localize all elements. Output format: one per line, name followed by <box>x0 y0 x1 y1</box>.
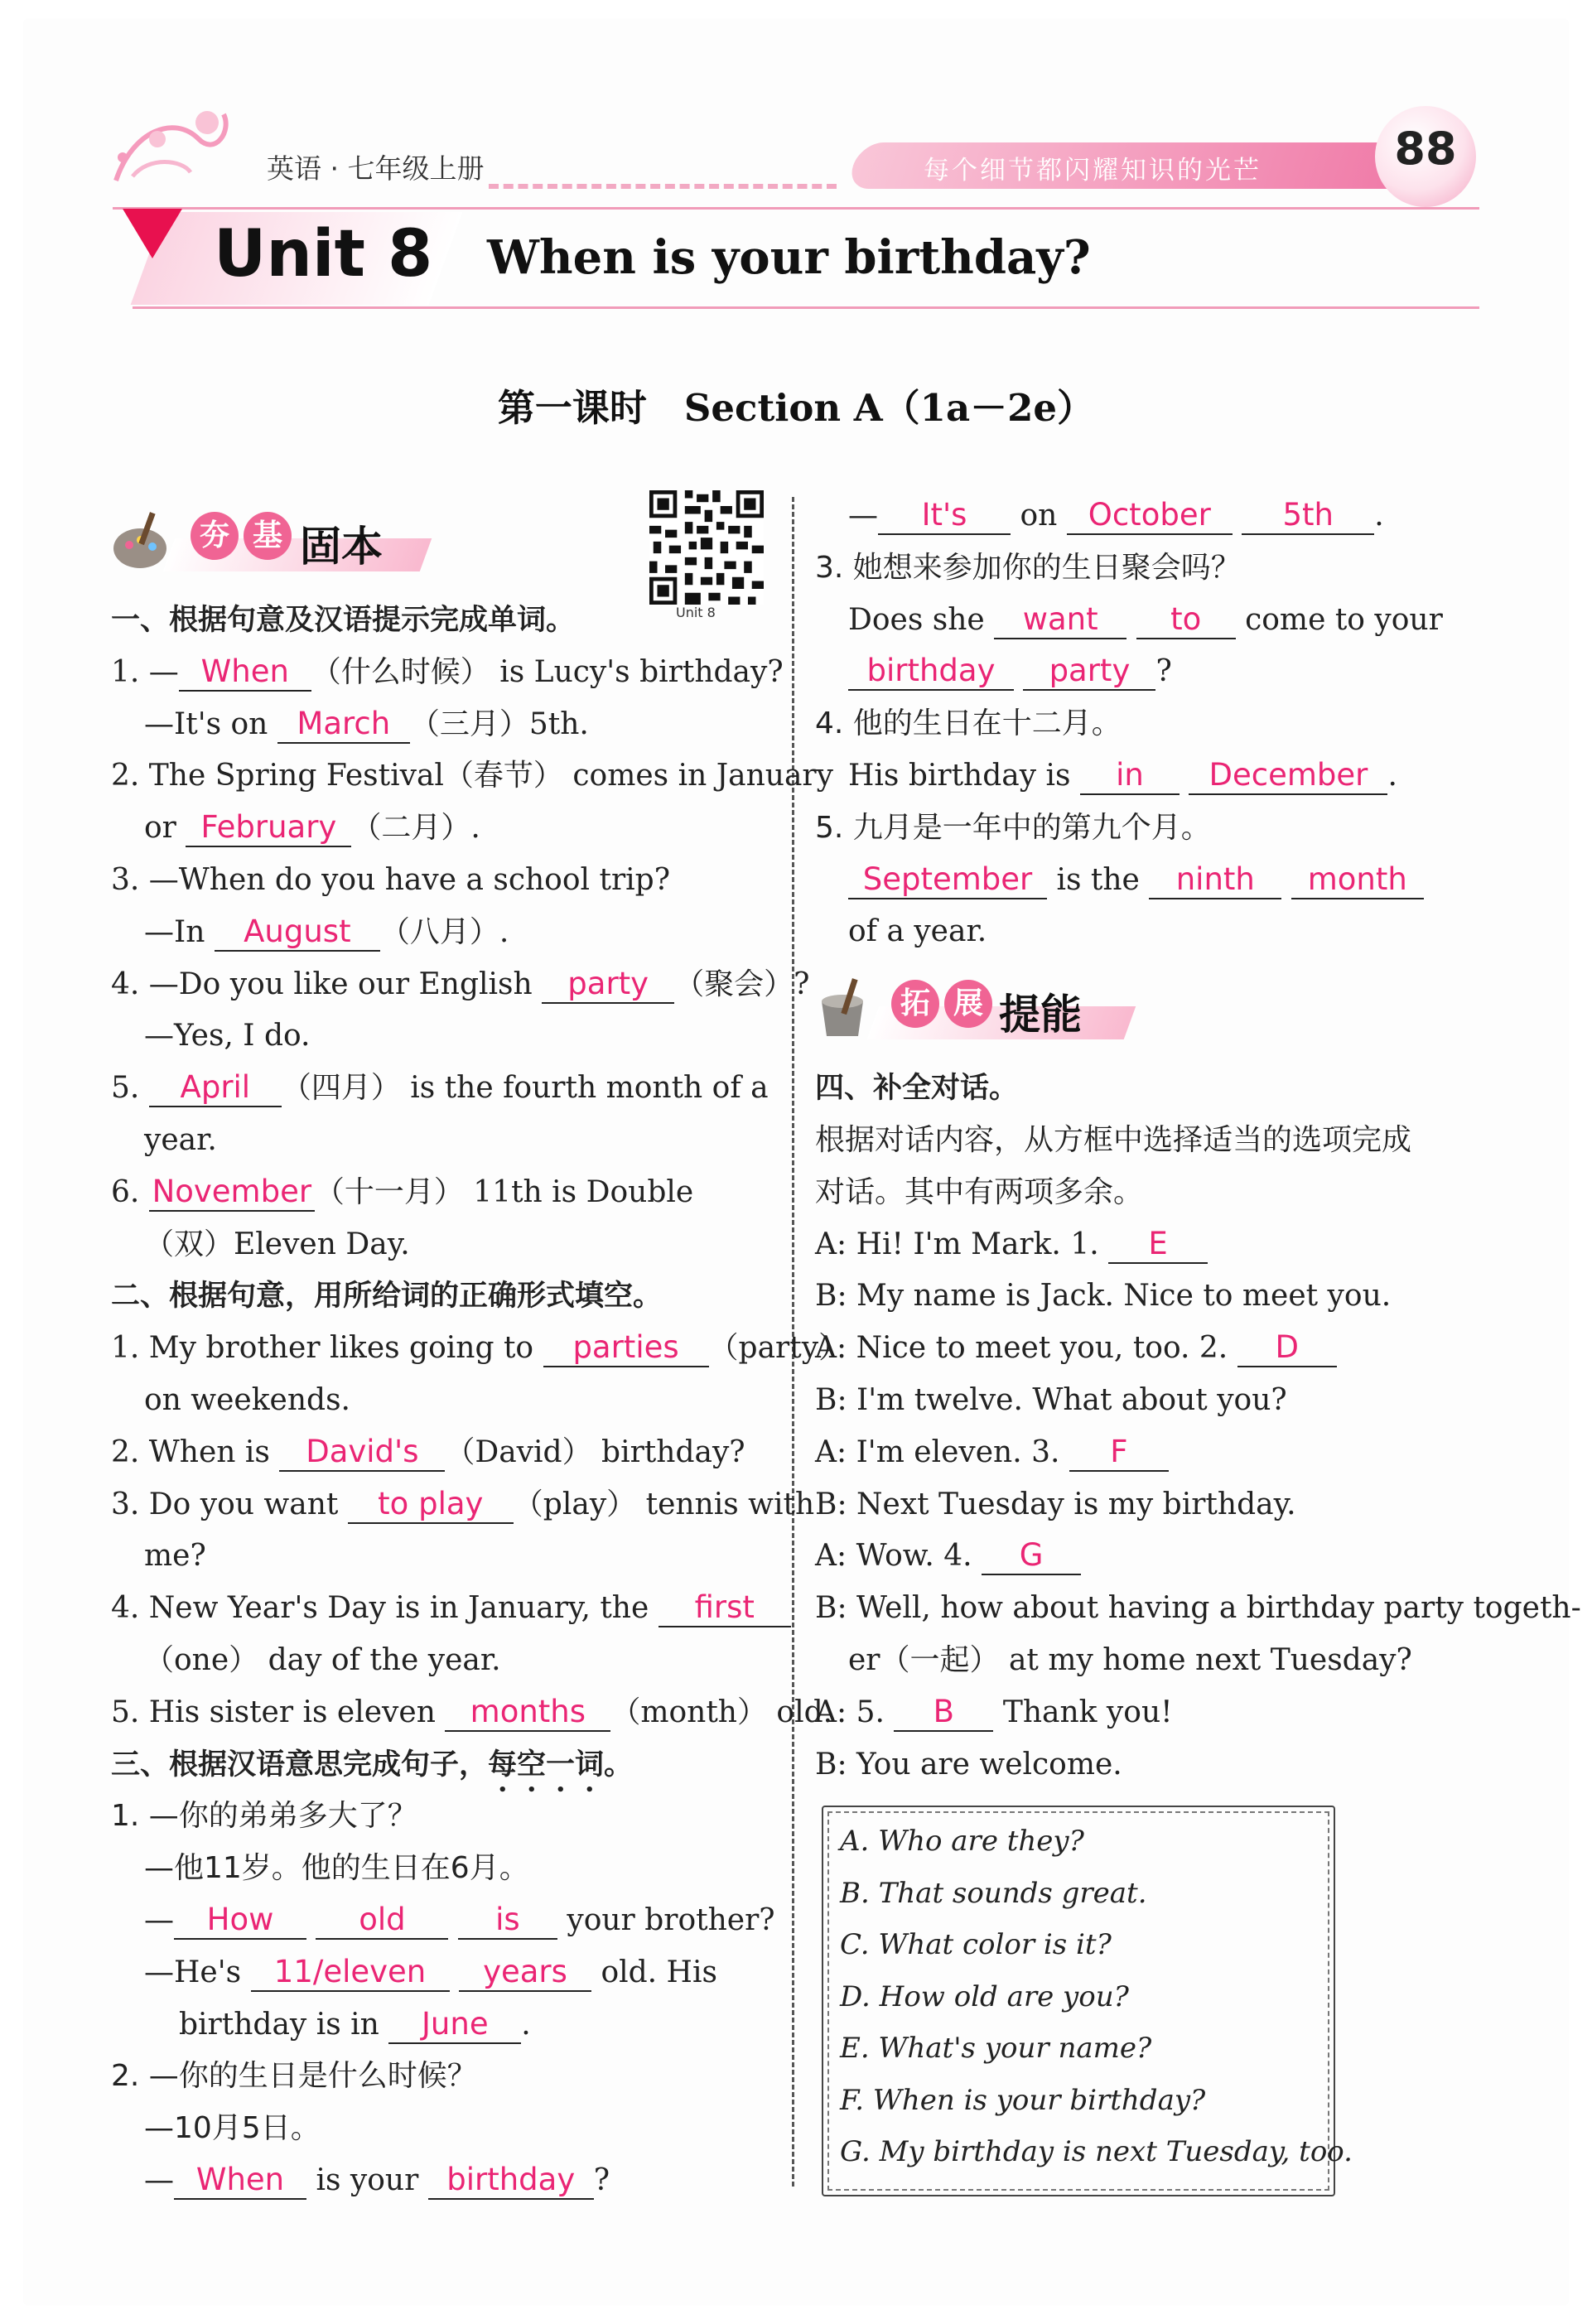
p1-q6-line1 <box>111 1167 774 1219</box>
p3-q1-answer5: years <box>459 1954 591 1992</box>
badge-ji: 基 <box>244 512 292 560</box>
p3-q2-dash2: — <box>848 499 878 533</box>
p3-q2-qmark: ? <box>593 2162 610 2197</box>
p3-q1-cn2: —他11岁。他的生日在6月。 <box>144 1851 529 1886</box>
p3-q2-answer3: It's <box>878 497 1011 535</box>
p1-q2-line1: 2. The Spring Festival（春节） comes in January <box>111 759 833 793</box>
p2-q3-answer: to play <box>348 1486 514 1524</box>
dialog-text-5: A: I'm eleven. 3. <box>815 1434 1060 1469</box>
dialog-answer-4: G <box>982 1537 1081 1575</box>
p2-q1-hint: （party） <box>708 1331 849 1366</box>
p3-q4-answer2: December <box>1189 757 1387 795</box>
dialog-answer-3: F <box>1069 1434 1169 1472</box>
option-c: C. What color is it? <box>840 1928 1112 1962</box>
dialog-answer-2: D <box>1237 1329 1337 1367</box>
p3-q5-answer3: month <box>1291 861 1424 899</box>
part1-heading: 一、根据句意及汉语提示完成单词。 <box>111 604 576 637</box>
page-number: 88 <box>1394 123 1457 175</box>
p1-q4-text: 4. —Do you like our English <box>111 967 533 1001</box>
dialog-line-10 <box>815 1687 1478 1739</box>
section-basic-header <box>111 490 774 620</box>
book-title: 英语 · 七年级上册 <box>267 152 485 185</box>
p2-q1-line1 <box>111 1323 849 1375</box>
p3-q2-on: on <box>1020 499 1058 533</box>
option-g: G. My birthday is next Tuesday, too. <box>840 2135 1353 2169</box>
p2-q5-hint: （month） old. <box>610 1695 833 1729</box>
p1-q1-num: 1. — <box>111 654 179 689</box>
p1-q4-line2: —Yes, I do. <box>144 1019 311 1054</box>
p3-q3-answer3: birthday <box>848 653 1014 691</box>
p2-q4-text: 4. New Year's Day is in January, the <box>111 1591 649 1626</box>
p3-q5-line2 <box>815 855 1478 907</box>
title-rule-bottom <box>133 306 1479 309</box>
p1-q1-text2: —It's on <box>144 706 268 741</box>
part4-instr1: 根据对话内容，从方框中选择适当的选项完成 <box>815 1122 1412 1157</box>
p3-q5-answer2: ninth <box>1149 861 1281 899</box>
p3-q3-text2: come to your <box>1245 602 1443 637</box>
p1-q3-in: —In <box>144 914 205 949</box>
p1-q5-line1 <box>111 1063 774 1115</box>
p3-q2-dash: — <box>144 2162 174 2197</box>
p3-q1-answer6: June <box>388 2006 521 2044</box>
dialog-line-6: B: Next Tuesday is my birthday. <box>815 1487 1296 1521</box>
p2-q1-text: 1. My brother likes going to <box>111 1331 534 1366</box>
p2-q2-answer: David's <box>279 1434 445 1472</box>
p3-q1-text4: birthday is in <box>179 2007 379 2042</box>
p3-q4-answer1: in <box>1080 757 1180 795</box>
p1-q6-num: 6. <box>111 1174 140 1209</box>
p2-q3-hint: （play） tennis with <box>513 1487 815 1521</box>
section-label-2: 提能 <box>999 991 1082 1039</box>
p3-q3-answer2: to <box>1136 601 1236 639</box>
p3-q2-cn1: 2. —你的生日是什么时候？ <box>111 2059 477 2094</box>
floral-ornament-icon <box>108 98 240 197</box>
p1-q1-answer2: March <box>277 706 410 744</box>
part3-heading-text: 三、根据汉语意思完成句子， <box>111 1748 489 1782</box>
dialog-line-3 <box>815 1323 1478 1375</box>
p3-q4-line2 <box>815 750 1478 803</box>
p3-q1-answer2: old <box>316 1902 448 1940</box>
p3-q3-cn1: 3. 她想来参加你的生日聚会吗？ <box>815 550 1241 585</box>
p1-q5-text: （四月） is the fourth month of a <box>281 1071 769 1106</box>
p1-q1-text: （什么时候） is Lucy's birthday? <box>311 654 784 689</box>
p3-q1-answer4: 11/eleven <box>251 1954 450 1992</box>
left-column <box>111 490 849 2207</box>
p3-q2-answer4: October <box>1067 497 1233 535</box>
dialog-text-10b: Thank you! <box>1002 1695 1173 1729</box>
p2-q5-answer: months <box>445 1694 610 1732</box>
p3-q2-text: is your <box>316 2162 419 2197</box>
unit-label: Unit 8 <box>214 217 433 292</box>
part4-heading: 四、补全对话。 <box>815 1072 1019 1106</box>
p3-q4-text: His birthday is <box>848 758 1071 793</box>
p3-q2-line4 <box>815 490 1478 542</box>
p2-q3-text: 3. Do you want <box>111 1487 339 1521</box>
p1-q2-answer: February <box>186 809 351 847</box>
p1-q1-answer: When <box>179 653 311 692</box>
dialog-text-7: A: Wow. 4. <box>815 1539 972 1574</box>
p3-q1-line3 <box>111 1895 774 1947</box>
options-box <box>822 1806 1353 2196</box>
p2-q3-line2: me? <box>144 1539 206 1574</box>
p2-q3-line1 <box>111 1479 815 1531</box>
section-extend-header <box>815 958 1478 1063</box>
p3-q2-cn2: —10月5日。 <box>144 2111 321 2146</box>
p1-q2-line2 <box>111 803 774 855</box>
p1-q5-num: 5. <box>111 1071 140 1106</box>
p3-q3-qmark: ? <box>1155 654 1172 689</box>
p1-q3-text: （八月）. <box>379 914 509 949</box>
option-e: E. What's your name? <box>840 2032 1152 2066</box>
unit-title: When is your birthday? <box>487 230 1091 285</box>
p2-q5-line1 <box>111 1687 833 1739</box>
p2-q1-line2: on weekends. <box>144 1382 350 1417</box>
dialog-answer-1: E <box>1108 1226 1208 1264</box>
p3-q1-answer3: is <box>458 1902 557 1940</box>
dialog-line-8: B: Well, how about having a birthday party togeth- <box>815 1591 1581 1626</box>
dialog-line-4: B: I'm twelve. What about you? <box>815 1382 1287 1417</box>
p3-q3-line2 <box>815 595 1478 647</box>
p3-q3-line3 <box>815 646 1478 698</box>
p1-q4-line1 <box>111 959 810 1011</box>
p3-q1-period: . <box>521 2007 531 2042</box>
p1-q3-line1: 3. —When do you have a school trip? <box>111 862 671 897</box>
p1-q5-answer: April <box>149 1069 282 1107</box>
p2-q5-text: 5. His sister is eleven <box>111 1695 436 1729</box>
option-d: D. How old are you? <box>840 1979 1129 2013</box>
p1-q2-text: （二月）. <box>351 811 480 846</box>
p3-q2-period: . <box>1374 499 1384 533</box>
paint-bucket-icon <box>815 976 873 1039</box>
p2-q2-text: 2. When is <box>111 1434 270 1469</box>
p3-q1-line5 <box>111 1999 774 2052</box>
dialog-line-7 <box>815 1531 1478 1583</box>
p1-q1-line1 <box>111 647 784 699</box>
p1-q1-line2 <box>111 699 774 751</box>
badge-hang: 夯 <box>191 512 239 560</box>
option-a: A. Who are they? <box>840 1825 1084 1859</box>
p1-q4-text2: （聚会）? <box>674 967 810 1001</box>
header-motto: 每个细节都闪耀知识的光芒 <box>924 156 1262 186</box>
p1-q4-answer: party <box>542 966 674 1004</box>
dialog-line-9: er（一起） at my home next Tuesday? <box>848 1642 1412 1677</box>
p1-q3-line2 <box>111 907 774 959</box>
p3-q1-dash: — <box>144 1902 174 1937</box>
badge-tuo: 拓 <box>891 980 939 1028</box>
qr-code-icon[interactable] <box>649 490 764 605</box>
p2-q2-hint: （David） birthday? <box>445 1434 745 1469</box>
p3-q5-line3: of a year. <box>848 914 987 949</box>
dialog-text-1: A: Hi! I'm Mark. 1. <box>815 1227 1099 1261</box>
p3-q2-answer5: 5th <box>1242 497 1374 535</box>
badge-zhan: 展 <box>944 980 992 1028</box>
option-b: B. That sounds great. <box>840 1876 1147 1910</box>
p1-q1-text3: （三月）5th. <box>409 706 589 741</box>
p1-q5-line2: year. <box>144 1122 217 1157</box>
lesson-title: 第一课时 Section A（1a－2e） <box>497 386 1095 430</box>
p3-q5-cn1: 5. 九月是一年中的第九个月。 <box>815 810 1211 845</box>
p3-q2-line3 <box>111 2155 774 2207</box>
dialog-line-2: B: My name is Jack. Nice to meet you. <box>815 1279 1392 1314</box>
p2-q2-line1 <box>111 1427 774 1479</box>
p1-q2-or: or <box>144 811 176 846</box>
p3-q3-answer4: party <box>1023 653 1155 691</box>
p2-q4-line1 <box>111 1583 774 1635</box>
p3-q2-answer2: birthday <box>428 2162 594 2200</box>
p3-q3-text: Does she <box>848 602 985 637</box>
p3-q1-line4 <box>111 1947 774 1999</box>
p1-q3-answer: August <box>215 914 380 952</box>
p3-q1-text: your brother? <box>567 1902 775 1937</box>
dialog-text-3: A: Nice to meet you, too. 2. <box>815 1331 1228 1366</box>
section-label: 固本 <box>300 523 383 571</box>
option-f: F. When is your birthday? <box>840 2083 1206 2117</box>
part4-instr2: 对话。其中有两项多余。 <box>815 1174 1144 1209</box>
p1-q6-answer: November <box>149 1174 315 1212</box>
p3-q2-answer1: When <box>174 2162 306 2200</box>
dialog-line-11: B: You are welcome. <box>815 1747 1122 1782</box>
qr-label: Unit 8 <box>676 605 716 620</box>
p2-q4-line2: （one） day of the year. <box>144 1642 501 1677</box>
part3-heading-emphasis: 每空一词 <box>488 1748 605 1782</box>
p3-q1-cn1: 1. —你的弟弟多大了？ <box>111 1799 417 1834</box>
p2-q4-answer: first <box>659 1589 791 1627</box>
right-column <box>815 490 1581 2196</box>
p3-q1-answer1: How <box>174 1902 306 1940</box>
header-divider <box>489 184 837 189</box>
part2-heading: 二、根据句意，用所给词的正确形式填空。 <box>111 1280 663 1314</box>
p3-q1-text3: old. His <box>601 1955 717 1989</box>
p3-q4-cn1: 4. 他的生日在十二月。 <box>815 706 1122 741</box>
title-triangle-icon <box>123 209 182 258</box>
part3-heading-end: 。 <box>604 1748 634 1782</box>
part3-heading <box>111 1739 774 1791</box>
title-rule-top <box>113 207 1479 210</box>
p3-q1-text2: —He's <box>144 1955 242 1989</box>
dialog-line-5 <box>815 1427 1478 1479</box>
p3-q5-answer1: September <box>848 861 1047 899</box>
p1-q6-line2: （双）Eleven Day. <box>144 1227 410 1261</box>
p3-q4-period: . <box>1387 758 1397 793</box>
p3-q5-text: is the <box>1056 862 1140 897</box>
dialog-answer-5: B <box>894 1694 993 1732</box>
dialog-text-10: A: 5. <box>815 1695 885 1729</box>
p2-q1-answer: parties <box>543 1329 709 1367</box>
p3-q3-answer1: want <box>994 601 1126 639</box>
palette-icon <box>111 509 169 571</box>
dialog-line-1 <box>815 1219 1478 1271</box>
p1-q6-text: （十一月） 11th is Double <box>314 1174 694 1209</box>
